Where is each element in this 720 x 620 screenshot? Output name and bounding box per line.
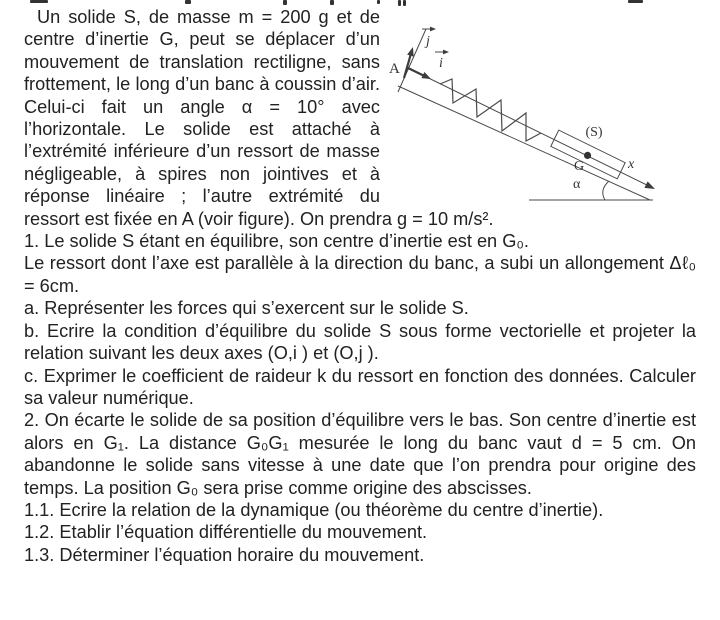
j-label-overbar-arrowhead: [430, 27, 436, 32]
clipped-line-artifact: [30, 0, 48, 3]
question-1b: b. Ecrire la condition d’équilibre du solide S sous forme vectorielle et projeter la relation suivant les deux axes (O,i ) et (O,j ).: [24, 320, 696, 364]
inclined-plane-diagram: [388, 6, 696, 202]
angle-arc: [603, 181, 609, 200]
question-1c: c. Exprimer le coefficient de raideur k du ressort en fonction des données. Calculer sa valeur numérique.: [24, 365, 696, 408]
question-1: 1. Le solide S étant en équilibre, son centre d’inertie est en G₀.: [24, 231, 529, 252]
clipped-line-artifact: [185, 0, 191, 4]
clipped-line-artifact: [628, 0, 643, 3]
vector-j-label: j: [426, 34, 430, 49]
x-axis-label: x: [628, 157, 635, 172]
question-1-1: 1.1. Ecrire la relation de la dynamique (ou théorème du centre d’inertie).: [24, 499, 604, 520]
angle-alpha-label: α: [573, 177, 581, 192]
spring: [440, 79, 541, 141]
i-label-overbar-arrowhead: [443, 50, 449, 55]
clipped-line-artifact: [398, 0, 401, 6]
center-of-inertia-dot: [583, 151, 593, 161]
vector-i-arrowhead: [421, 72, 432, 82]
x-axis-arrowhead: [644, 181, 656, 192]
point-a-label: A: [389, 61, 400, 77]
intro-paragraph: Un solide S, de masse m = 200 g et de centre d’inertie G, peut se déplacer d’un mouvement de translation rectiligne, sans frottement, le long d’un banc à coussin d’air. Celui-ci fait un angle α = 10° avec l’horizontale. Le solide est attaché à l’extrémité inférieure d’un ressort de masse négligeable, à spires non jointives et à réponse linéaire ; l’autre extrémité du ressort est fixée en A (voir figure). On prendra g = 10 m/s².: [24, 7, 494, 229]
solid-label: (S): [585, 125, 603, 140]
support-line: [398, 29, 426, 92]
inclined-plane-figure: [388, 6, 696, 202]
x-axis-line: [406, 67, 653, 188]
clipped-line-artifact: [283, 0, 287, 5]
clipped-line-artifact: [403, 0, 406, 6]
question-1-detail: Le ressort dont l’axe est parallèle à la direction du banc, a subi un allongement Δℓ₀ = 6cm.: [24, 253, 696, 296]
question-1-3: 1.3. Déterminer l’équation horaire du mouvement.: [24, 544, 425, 565]
bench-lower-edge: [398, 86, 650, 200]
vector-i-label: i: [439, 56, 443, 71]
center-g-label: G: [574, 159, 585, 174]
question-1-2: 1.2. Etablir l’équation différentielle du mouvement.: [24, 522, 428, 543]
clipped-line-artifact: [330, 0, 334, 5]
question-1a: a. Représenter les forces qui s’exercent sur le solide S.: [24, 298, 469, 319]
question-2: 2. On écarte le solide de sa position d’équilibre vers le bas. Son centre d’inertie est alors en G₁. La distance G₀G₁ mesurée le long du banc vaut d = 5 cm. On abandonne le solide sans vitesse à une date que l’on prendra pour origine des temps. La position G₀ sera prise comme origine des abscisses.: [24, 410, 696, 498]
clipped-line-artifact: [377, 0, 380, 4]
